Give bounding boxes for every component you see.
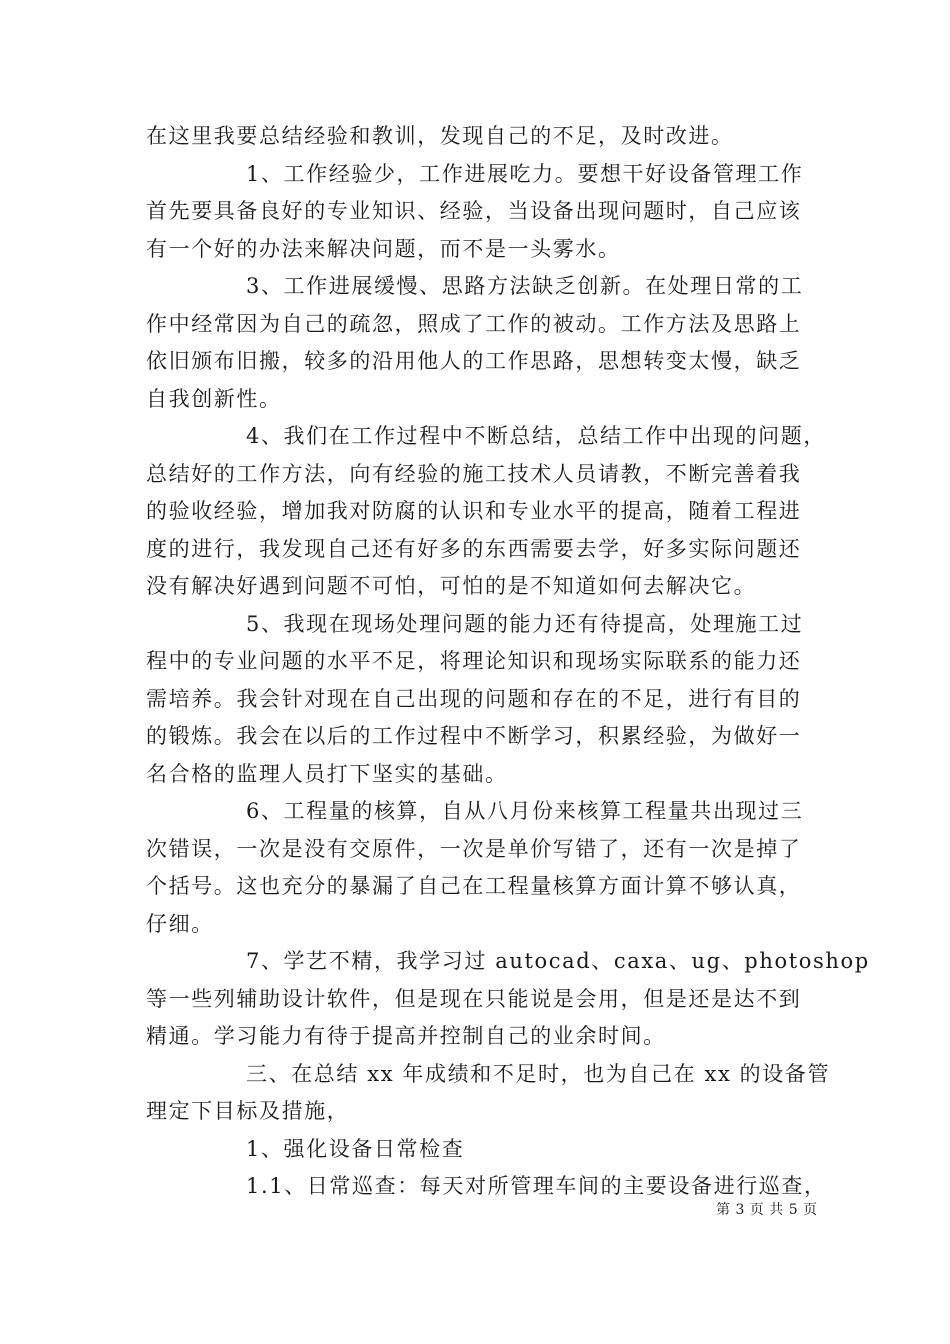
text-line: 的锻炼。我会在以后的工作过程中不断学习，积累经验，为做好一 — [146, 724, 802, 748]
text-line: 的验收经验，增加我对防腐的认识和专业水平的提高，随着工程进 — [146, 499, 802, 523]
text-line: 需培养。我会针对现在自己出现的问题和存在的不足，进行有目的 — [146, 686, 802, 711]
text-line: 首先要具备良好的专业知识、经验，当设备出现问题时，自己应该 — [146, 199, 802, 223]
text-line: 3、工作进展缓慢、思路方法缺乏创新。在处理日常的工 — [246, 274, 804, 298]
text-line: 作中经常因为自己的疏忽，照成了工作的被动。工作方法及思路上 — [146, 311, 802, 336]
text-line: 1.1、日常巡查：每天对所管理车间的主要设备进行巡查， — [246, 1174, 827, 1198]
text-line: 7、学艺不精，我学习过 autocad、caxa、ug、photoshop — [246, 949, 870, 973]
text-line: 精通。学习能力有待于提高并控制自己的业余时间。 — [146, 1024, 666, 1048]
text-line: 个括号。这也充分的暴漏了自己在工程量核算方面计算不够认真， — [146, 874, 802, 898]
text-line: 1、强化设备日常检查 — [246, 1136, 465, 1161]
text-line: 自我创新性。 — [146, 386, 282, 411]
text-line: 依旧颁布旧搬，较多的沿用他人的工作思路，思想转变太慢，缺乏 — [146, 349, 802, 373]
text-line: 在这里我要总结经验和教训，发现自己的不足，及时改进。 — [146, 124, 734, 148]
body-text — [146, 118, 870, 1206]
text-line: 三、在总结 xx 年成绩和不足时，也为自己在 xx 的设备管 — [246, 1061, 831, 1086]
text-line: 理定下目标及措施， — [146, 1099, 350, 1123]
text-line: 名合格的监理人员打下坚实的基础。 — [146, 761, 508, 786]
text-line: 总结好的工作方法，向有经验的施工技术人员请教，不断完善着我 — [146, 461, 802, 486]
text-line: 有一个好的办法来解决问题，而不是一头雾水。 — [146, 236, 621, 261]
text-line: 1、工作经验少，工作进展吃力。要想干好设备管理工作 — [246, 161, 804, 186]
text-line: 次错误，一次是没有交原件，一次是单价写错了，还有一次是掉了 — [146, 836, 802, 861]
text-line: 等一些列辅助设计软件，但是现在只能说是会用，但是还是达不到 — [146, 986, 802, 1011]
page-number-footer: 第 3 页 共 5 页 — [716, 1202, 818, 1218]
text-line: 仔细。 — [146, 911, 214, 936]
text-line: 5、我现在现场处理问题的能力还有待提高，处理施工过 — [246, 611, 804, 636]
text-line: 没有解决好遇到问题不可怕，可怕的是不知道如何去解决它。 — [146, 574, 757, 598]
text-line: 程中的专业问题的水平不足，将理论知识和现场实际联系的能力还 — [146, 649, 802, 673]
text-line: 6、工程量的核算，自从八月份来核算工程量共出现过三 — [246, 799, 804, 823]
text-line: 4、我们在工作过程中不断总结，总结工作中出现的问题， — [246, 424, 826, 448]
text-line: 度的进行，我发现自己还有好多的东西需要去学，好多实际问题还 — [146, 536, 802, 561]
